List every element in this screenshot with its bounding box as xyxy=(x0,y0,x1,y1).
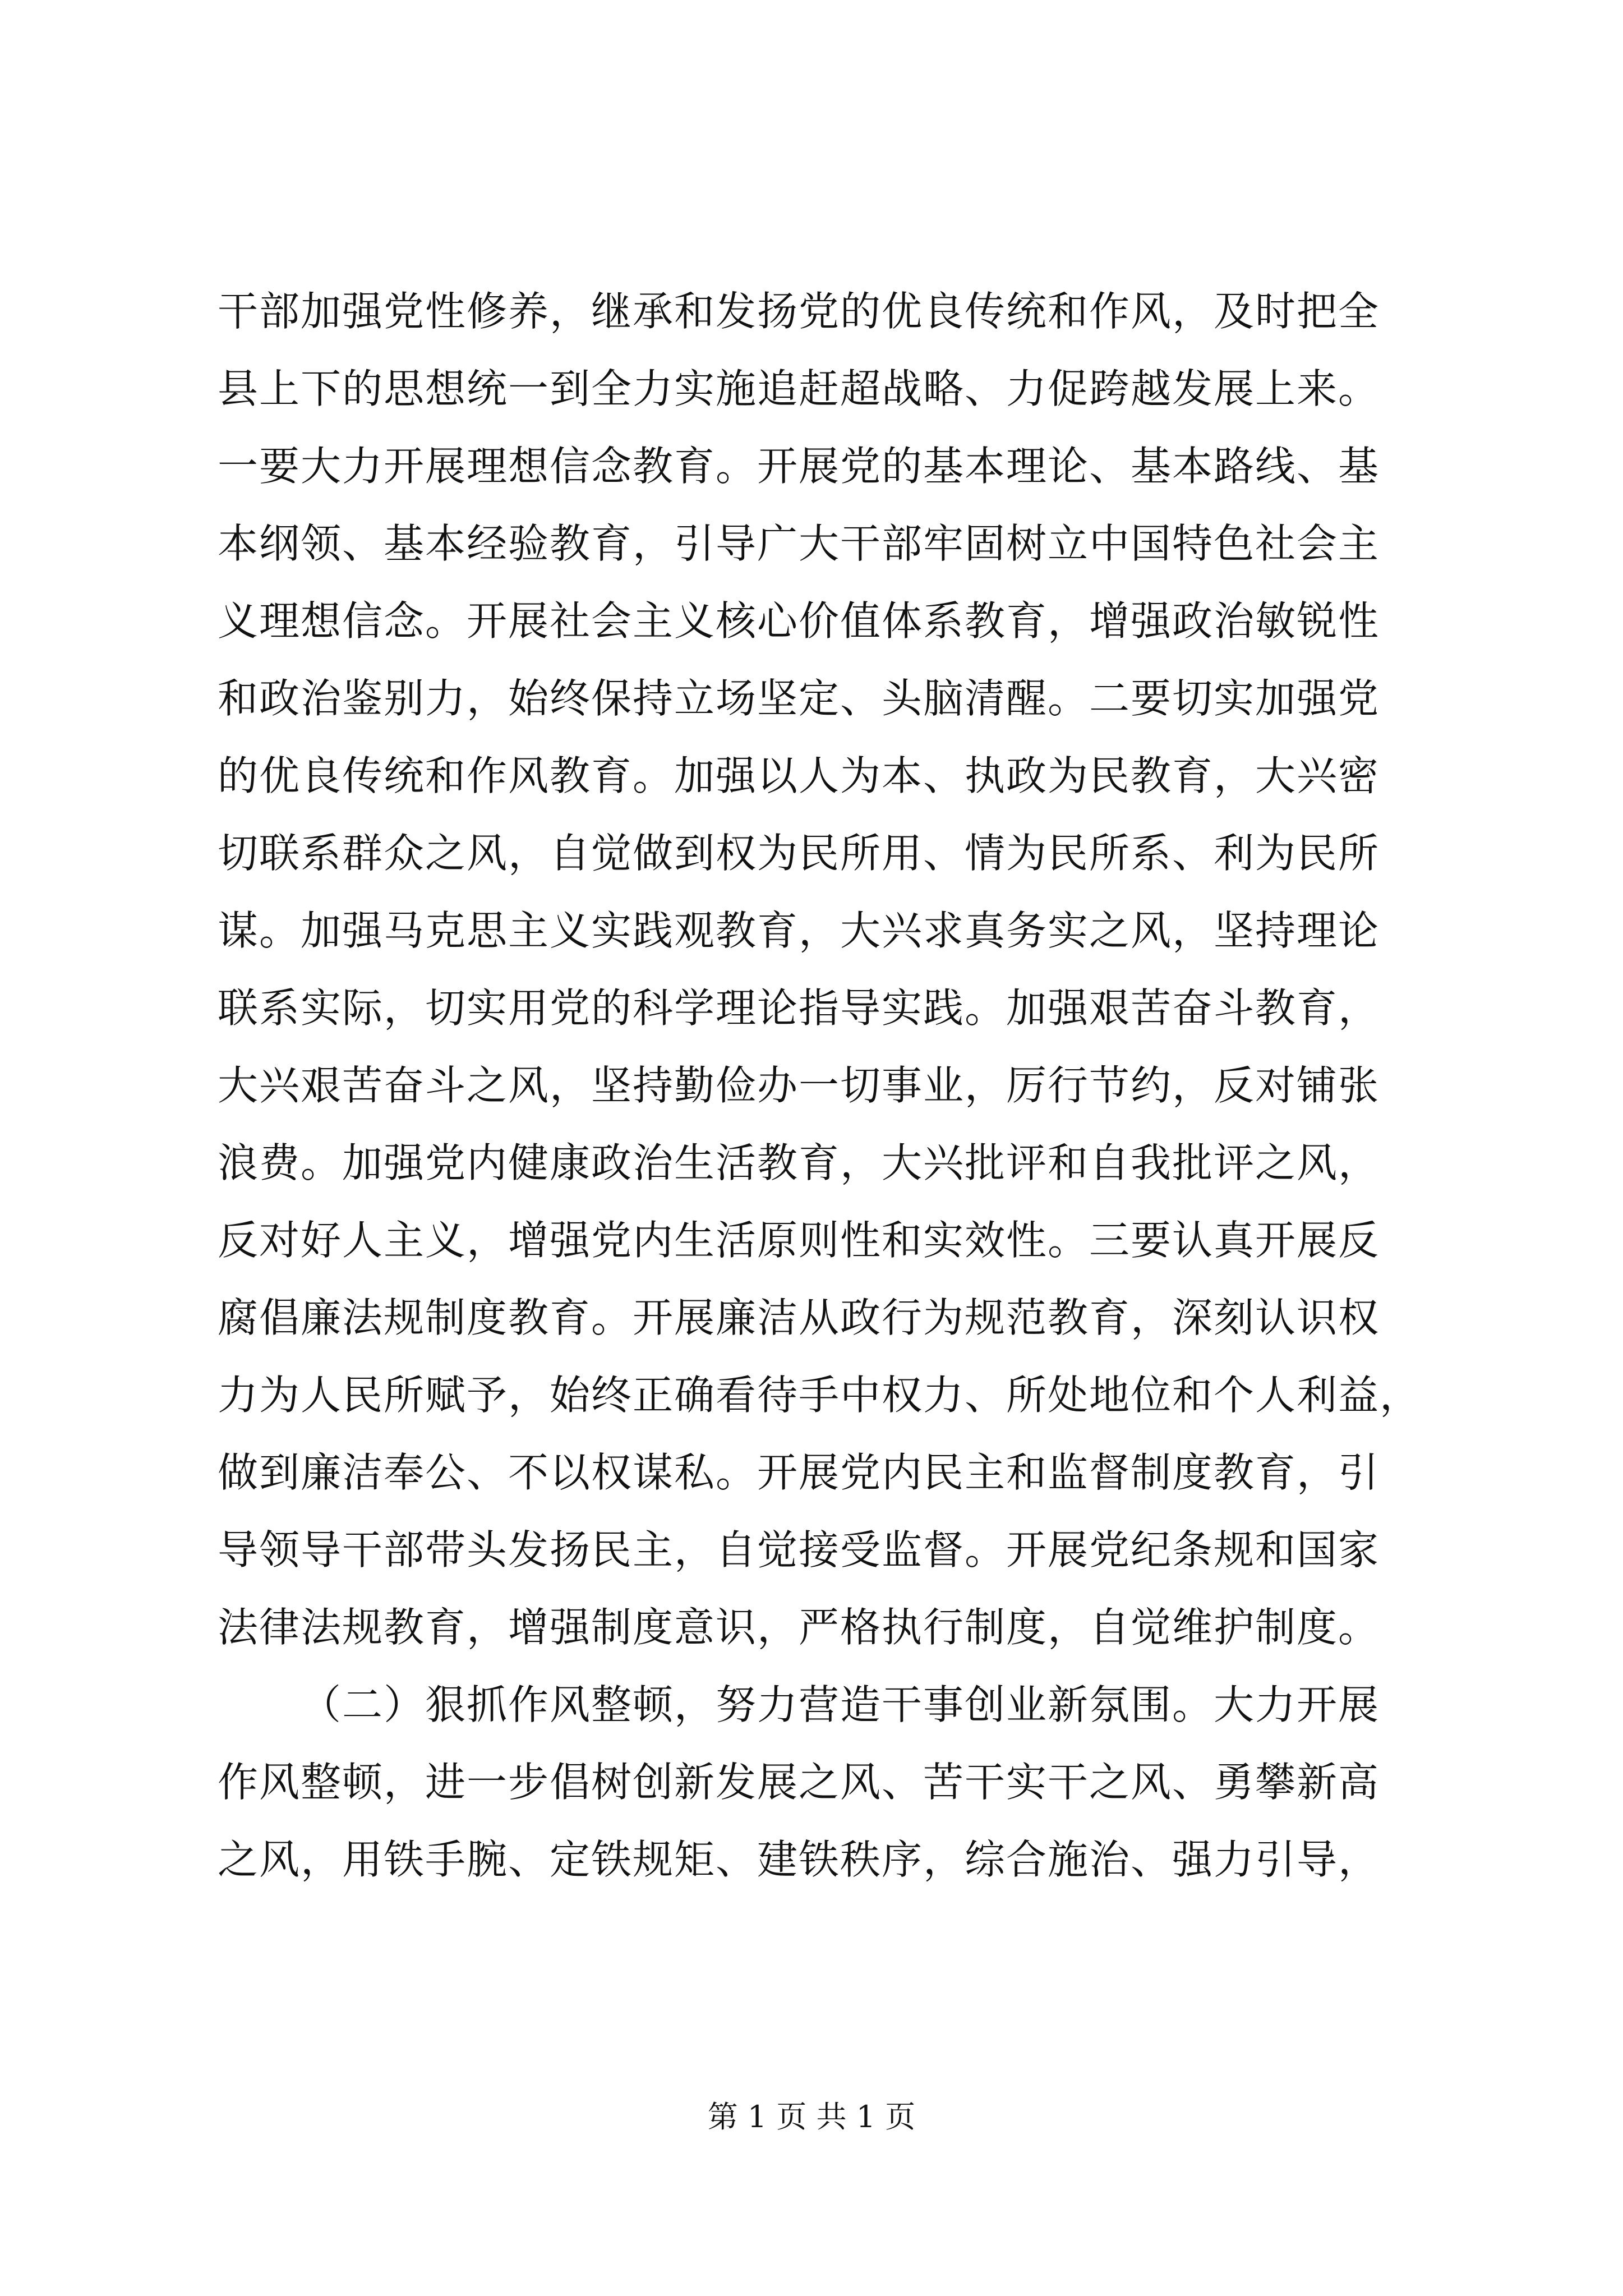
text-line: 谋。加强马克思主义实践观教育，大兴求真务实之风，坚持理论 xyxy=(218,907,1380,954)
document-body xyxy=(218,273,1429,1898)
text-line: 法律法规教育，增强制度意识，严格执行制度，自觉维护制度。 xyxy=(218,1604,1380,1651)
page-footer: 第 1 页 共 1 页 xyxy=(707,2099,916,2134)
text-line: 之风，用铁手腕、定铁规矩、建铁秩序，综合施治、强力引导， xyxy=(218,1836,1380,1883)
section-heading-line: （二）狠抓作风整顿，努力营造干事创业新氛围。大力开展 xyxy=(301,1681,1380,1728)
text-line: 县上下的思想统一到全力实施追赶超战略、力促跨越发展上来。 xyxy=(218,365,1380,412)
text-line: 干部加强党性修养，继承和发扬党的优良传统和作风，及时把全 xyxy=(218,288,1380,335)
text-line: 和政治鉴别力，始终保持立场坚定、头脑清醒。二要切实加强党 xyxy=(218,675,1380,722)
text-line: 导领导干部带头发扬民主，自觉接受监督。开展党纪条规和国家 xyxy=(218,1526,1380,1573)
text-line: 作风整顿，进一步倡树创新发展之风、苦干实干之风、勇攀新高 xyxy=(218,1759,1380,1806)
text-line: 本纲领、基本经验教育，引导广大干部牢固树立中国特色社会主 xyxy=(218,520,1380,567)
text-line: 浪费。加强党内健康政治生活教育，大兴批评和自我批评之风， xyxy=(218,1139,1380,1186)
text-line: 的优良传统和作风教育。加强以人为本、执政为民教育，大兴密 xyxy=(218,752,1380,799)
text-line: 反对好人主义，增强党内生活原则性和实效性。三要认真开展反 xyxy=(218,1217,1380,1264)
text-line: 切联系群众之风，自觉做到权为民所用、情为民所系、利为民所 xyxy=(218,830,1380,877)
text-line: 联系实际，切实用党的科学理论指导实践。加强艰苦奋斗教育， xyxy=(218,984,1380,1032)
text-line: 一要大力开展理想信念教育。开展党的基本理论、基本路线、基 xyxy=(218,443,1380,490)
text-line: 做到廉洁奉公、不以权谋私。开展党内民主和监督制度教育，引 xyxy=(218,1449,1380,1496)
text-line: 义理想信念。开展社会主义核心价值体系教育，增强政治敏锐性 xyxy=(218,597,1380,645)
text-line: 大兴艰苦奋斗之风，坚持勤俭办一切事业，厉行节约，反对铺张 xyxy=(218,1062,1380,1109)
text-line: 腐倡廉法规制度教育。开展廉洁从政行为规范教育，深刻认识权 xyxy=(218,1294,1380,1341)
text-line: 力为人民所赋予，始终正确看待手中权力、所处地位和个人利益， xyxy=(218,1372,1422,1419)
